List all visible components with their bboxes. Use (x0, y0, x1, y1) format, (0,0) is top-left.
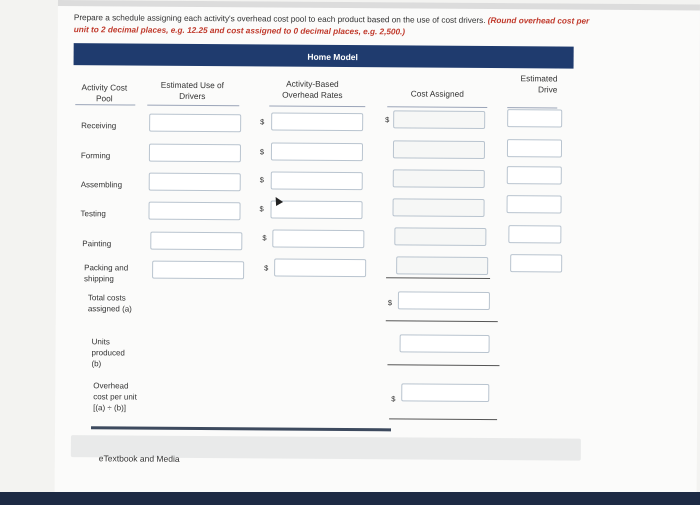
est-drivers-input-receiving[interactable] (507, 109, 562, 127)
col-header-est-use: Estimated Use of Drivers (160, 79, 225, 102)
est-use-input-testing[interactable] (148, 202, 240, 221)
est-drivers-input-painting[interactable] (508, 225, 561, 243)
cost-assigned-painting (394, 227, 486, 246)
rate-input-forming[interactable] (271, 142, 363, 161)
rate-input-testing[interactable] (270, 200, 362, 219)
overhead-per-unit-input[interactable] (401, 383, 489, 402)
top-bar (58, 0, 700, 10)
rate-input-assembling[interactable] (271, 171, 363, 190)
instructions-text: Prepare a schedule assigning each activity's overhead cost pool to each product based on the use of cost drivers. (73, 13, 486, 25)
est-drivers-input-assembling[interactable] (507, 166, 562, 184)
col-header-cost-assigned: Cost Assigned (410, 88, 464, 99)
bottom-bar (0, 492, 700, 505)
cost-assigned-assembling (393, 169, 485, 188)
cost-assigned-testing (392, 198, 484, 217)
currency-symbol: $ (259, 204, 264, 214)
currency-symbol: $ (260, 117, 265, 127)
units-underline (387, 364, 499, 366)
est-use-input-painting[interactable] (150, 232, 242, 251)
currency-symbol: $ (391, 394, 396, 404)
rate-input-receiving[interactable] (271, 112, 363, 131)
cost-assigned-packing-shipping (396, 256, 488, 275)
row-label-receiving: Receiving (81, 121, 117, 131)
cost-assigned-forming (393, 140, 485, 159)
est-drivers-input-packing-shipping[interactable] (510, 254, 562, 272)
est-use-input-packing-shipping[interactable] (152, 261, 244, 280)
est-drivers-input-forming[interactable] (507, 139, 562, 157)
est-drivers-input-testing[interactable] (507, 195, 562, 213)
row-label-painting: Painting (82, 239, 112, 249)
currency-symbol: $ (259, 147, 265, 157)
total-costs-input[interactable] (398, 291, 490, 310)
total-underline (386, 320, 498, 322)
table-bottom-rule (91, 426, 391, 431)
header-rule (147, 105, 239, 107)
row-label-packing-shipping: Packing and shipping (84, 263, 129, 284)
worksheet-page (55, 0, 700, 496)
col-header-rates: Activity-Based Overhead Rates (282, 78, 343, 100)
currency-symbol: $ (385, 115, 390, 125)
cost-assigned-receiving (393, 110, 485, 129)
header-rule (75, 104, 135, 105)
etextbook-link[interactable]: eTextbook and Media (98, 453, 180, 464)
currency-symbol: $ (262, 233, 267, 243)
currency-symbol: $ (259, 175, 264, 185)
est-use-input-forming[interactable] (149, 144, 241, 163)
row-label-units-produced: Units produced (b) (91, 337, 125, 369)
col-header-activity: Activity Cost Pool (81, 82, 128, 104)
overhead-underline (389, 418, 497, 420)
instructions-rounding-note: (Round overhead cost per unit to 2 decimal places, e.g. 12.25 and cost assigned to 0 decimal places, e.g. 2,500.) (73, 16, 590, 36)
row-label-testing: Testing (80, 209, 106, 219)
rate-input-packing-shipping[interactable] (274, 259, 366, 278)
est-use-input-receiving[interactable] (149, 114, 241, 133)
instructions (74, 12, 594, 39)
est-use-input-assembling[interactable] (149, 173, 241, 192)
row-label-assembling: Assembling (80, 180, 123, 190)
home-model-header: Home Model (307, 51, 358, 63)
subtotal-underline (386, 277, 490, 279)
header-rule (269, 105, 365, 107)
header-rule (387, 106, 487, 108)
currency-symbol: $ (264, 263, 269, 273)
row-label-overhead-per-unit: Overhead cost per unit [(a) ÷ (b)] (93, 381, 137, 413)
rate-input-painting[interactable] (272, 230, 364, 249)
row-label-forming: Forming (80, 151, 111, 161)
row-label-total-costs: Total costs assigned (a) (87, 293, 132, 314)
units-produced-input[interactable] (400, 334, 490, 353)
currency-symbol: $ (387, 298, 393, 308)
col-header-estimated-drivers: Estimated Drive (520, 73, 558, 95)
